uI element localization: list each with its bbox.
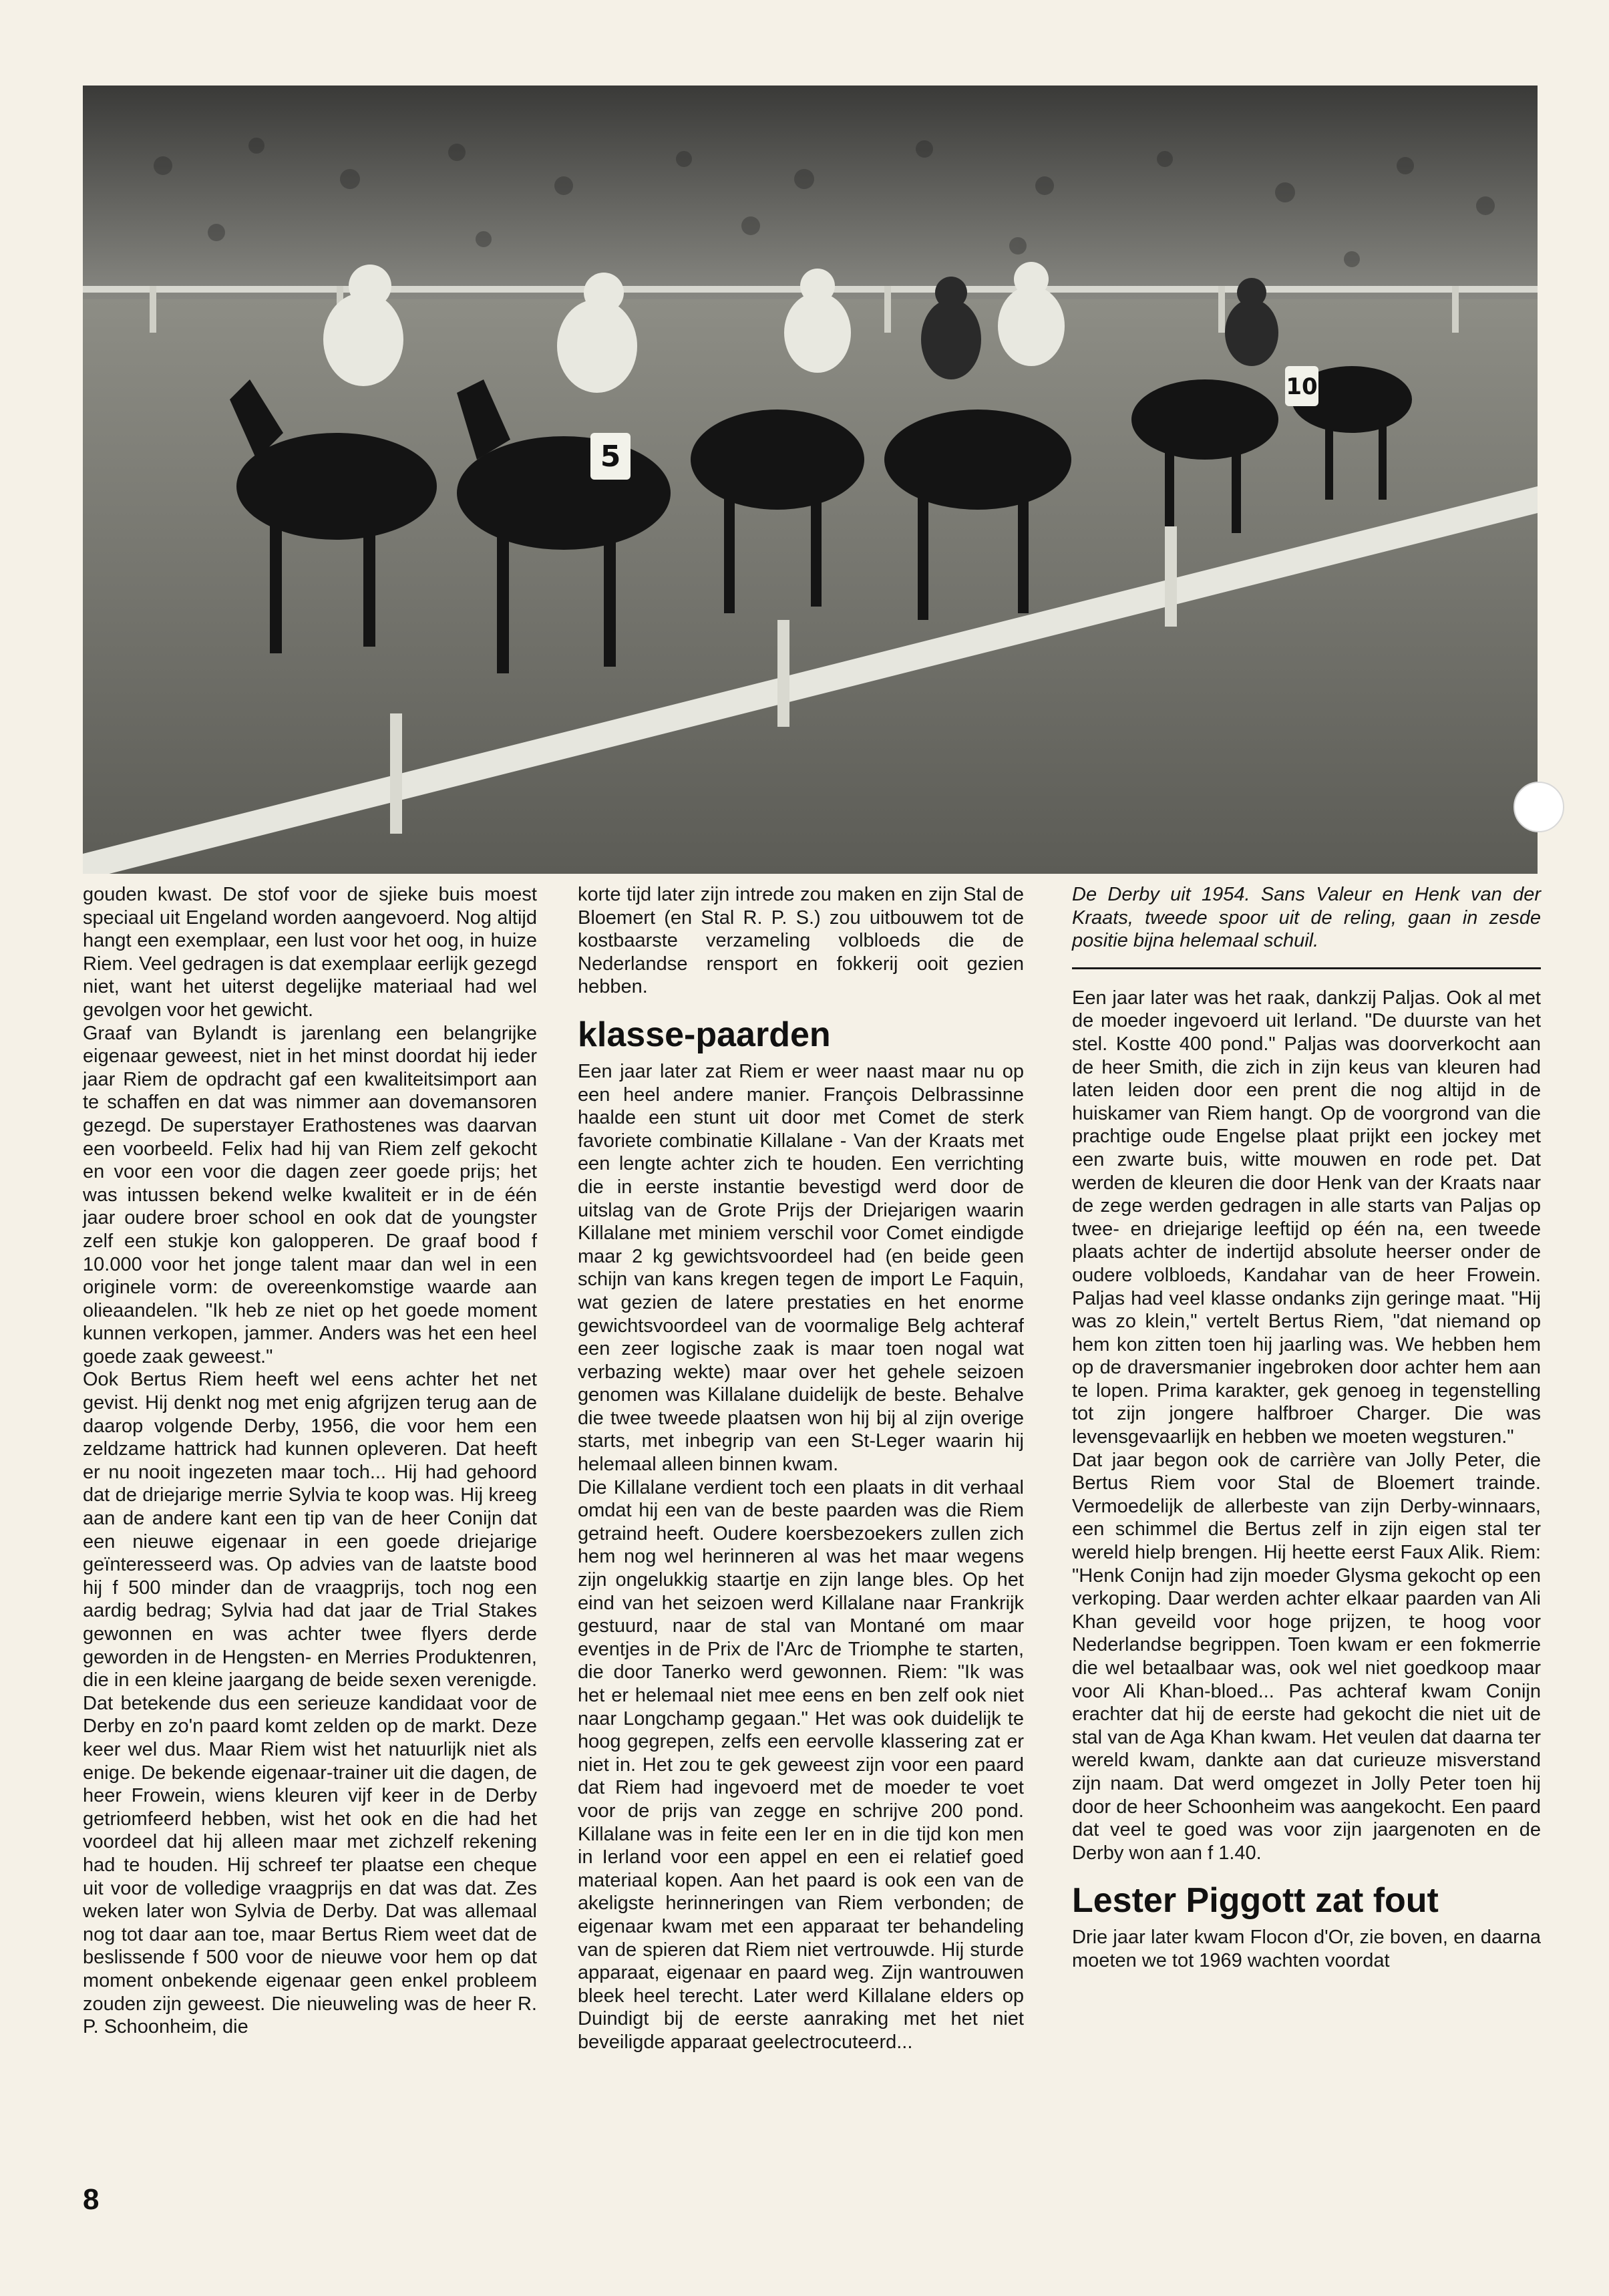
paragraph: korte tijd later zijn intrede zou maken en zijn Stal de Bloemert (en Stal R. P. S.) zou uitbouwem tot de kostbaarste verzameling volbloeds die de Nederlandse rensport en fokkerij ooit gezien hebben.	[578, 884, 1024, 998]
article-column-3	[1072, 883, 1541, 1973]
horse-race-icon	[83, 86, 1538, 874]
paragraph: Drie jaar later kwam Flocon d'Or, zie boven, en daarna moeten we tot 1969 wachten voordat	[1072, 1927, 1541, 1971]
saddle-number-10: 10	[1286, 373, 1318, 400]
paragraph: Dat jaar begon ook de carrière van Jolly Peter, die Bertus Riem voor Stal de Bloemert trainde. Vermoedelijk de allerbeste van zijn Derby-winnaars, een schimmel die Bertus zelf in zijn eigen stal ter wereld hielp brengen. Hij heette eerst Faux Alik. Riem: "Henk Conijn had zijn moeder Glysma gekocht op een verkoping. Daar werden achter elkaar paarden van Ali Khan geveild voor hoge prijzen, te hoog voor Nederlandse begrippen. Toen kwam er een fokmerrie die wel betaalbaar was, ook wel niet goedkoop maar voor Ali Khan-bloed... Pas achteraf kwam Conijn erachter dat hij de eerste had gekocht die niet uit de stal van de Aga Khan kwam. Het veulen dat daarna ter wereld kwam, dankte aan dat curieuze misverstand zijn naam. Dat werd omgezet in Jolly Peter toen hij door de heer Schoonheim was aangekocht. Een paard dat veel te goed was voor zijn jaargenoten en de Derby won aan f 1.40.	[1072, 1449, 1541, 1864]
paragraph: Ook Bertus Riem heeft wel eens achter het net gevist. Hij denkt nog met enig afgrijzen terug aan de daarop volgende Derby, 1956, die voor hem een zeldzame hattrick had kunnen opleveren. Dat heeft er nu nooit ingezeten maar toch... Hij had gehoord dat de driejarige merrie Sylvia te koop was. Hij kreeg aan de andere kant een tip van de heer Conijn dat een nieuwe eigenaar in een goede driejarige geïnteresseerd was. Op advies van de laatste bood hij f 500 minder dan de vraagprijs, toch nog een aardig bedrag; Sylvia had dat jaar de Trial Stakes gewonnen en was achter twee flyers derde geworden in de Hengsten- en Merries Produktenren, die in een kleine jaargang de beide sexen verenigde. Dat betekende dus een serieuze kandidaat voor de Derby en zo'n paard komt zelden op de markt. Deze keer wel dus. Maar Riem wist het natuurlijk niet als enige. De bekende eigenaar-trainer uit die dagen, de heer Frowein, wiens kleuren vijf keer in de Derby getriomfeerd hebben, wist het ook en die had het voordeel dat hij alleen maar met zichzelf rekening had te houden. Hij schreef ter plaatse een cheque uit voor de volledige vraagprijs en dat was dat. Zes weken later won Sylvia de Derby. Dat was allemaal nog tot daar aan toe, maar Bertus Riem weet dat de beslissende f 500 voor de nieuwe voor hem op dat moment onbekende eigenaar geen enkel probleem zouden zijn geweest. Die nieuweling was de heer R. P. Schoonheim, die	[83, 1369, 537, 2038]
paragraph: Een jaar later zat Riem er weer naast maar nu op een heel andere manier. François Delbrassinne haalde een stunt uit door met Comet de sterk favoriete combinatie Killalane - Van der Kraats met een lengte achter zich te houden. Een verrichting die in eerste instantie bevestigd werd door de uitslag van de Grote Prijs der Driejarigen waarin Killalane met miniem verschil voor Comet eindigde maar 2 kg gewichtsvoordeel had (en beide geen schijn van kans kregen tegen de import Le Faquin, wat gezien de latere prestaties en het enorme gewichtsvoordeel van de voormalige Belg achteraf een zeer logische zaak is maar toen nogal wat verbazing wekte) maar over het gehele seizoen genomen was Killalane duidelijk de beste. Behalve die twee tweede plaatsen won hij bij al zijn overige starts, met inbegrip van een St-Leger waarin hij helemaal alleen binnen kwam.	[578, 1060, 1024, 1476]
paragraph: Graaf van Bylandt is jarenlang een belangrijke eigenaar geweest, niet in het minst doordat hij ieder jaar Riem de opdracht gaf een kwaliteitsimport aan te schaffen en dat was nimmer aan dovemansoren gezegd. De superstayer Erathostenes was daarvan een voorbeeld. Felix had hij van Riem zelf gekocht en voor een voor die dagen zeer goede prijs; het was intussen bekend welke kwaliteit er in de één jaar oudere broer school en ook dat de youngster zelf een stukje kon galopperen. De graaf bood f 10.000 voor het jonge talent maar dan wel in een originele vorm: de overeenkomstige waarde aan olieaandelen. "Ik heb ze niet op het goede moment kunnen verkopen, jammer. Anders was het een heel goede zaak geweest."	[83, 1022, 537, 1367]
page-number: 8	[83, 2183, 100, 2216]
paragraph: Die Killalane verdient toch een plaats in dit verhaal omdat hij een van de beste paarden was die Riem getraind heeft. Oudere koersbezoekers zullen zich hem nog wel herinneren al was het maar wegens zijn ongelukkig staartje en zijn lange bles. Op het eind van het seizoen werd Killalane naar Frankrijk gestuurd, naar de stal van Montané om maar eventjes in de Prix de l'Arc de Triomphe te starten, die door Tanerko werd gewonnen. Riem: "Ik was het er helemaal niet mee eens en ben zelf ook niet naar Longchamp gegaan." Het was ook duidelijk te hoog gegrepen, zelfs een eervolle klassering zat er niet in. Het zou te gek geweest zijn voor een paard dat Riem had ingevoerd met de moeder te voet voor de prijs van zegge en schrijve 200 pond. Killalane was in feite een Ier en in die tijd kon men in Ierland voor een appel en een ei relatief goed materiaal kopen. Aan het paard is ook een van de akeligste herinneringen van Riem verbonden; de eigenaar kwam met een apparaat ter behandeling van de spieren dat Riem niet vertrouwde. Hij sturde apparaat, eigenaar en paard weg. Zijn wantrouwen bleek heel terecht. Later werd Killalane elders op Duindigt bij de eerste aanraking met het niet beveiligde apparaat geelectrocuteerd...	[578, 1476, 1024, 2053]
section-heading: Lester Piggott zat fout	[1072, 1881, 1439, 1921]
article-column-1	[83, 883, 537, 2039]
paragraph: Een jaar later was het raak, dankzij Paljas. Ook al met de moeder ingevoerd uit Ierland. "De duurste van het stel. Kostte 400 pond." Paljas was doorverkocht aan de heer Smith, die zich in zijn keus van kleuren had laten leiden door een prent die nog altijd in de huiskamer van Riem hangt. Op de voorgrond van die prachtige oude Engelse plaat prijkt een jockey met een zwarte buis, witte mouwen en rode pet. Dat werden de kleuren die door Henk van der Kraats naar de zege werden gedragen in alle starts van Paljas op twee- en driejarige leeftijd op één na, een tweede plaats achter de indertijd absolute heerser onder de oudere volbloeds, Kandahar van de heer Frowein. Paljas had veel klasse ondanks zijn geringe maat. "Hij was zo klein," vertelt Bertus Riem, "dat niemand op hem kon zitten toen hij jaarling was. We hebben hem op de draversmanier ingebroken door achter hem aan te lopen. Prima karakter, gek genoeg in tegenstelling tot zijn jongere halfbroer Charger. Die was levensgevaarlijk en hebben we moeten wegsturen."	[1072, 987, 1541, 1448]
photo-caption: De Derby uit 1954. Sans Valeur en Henk van der Kraats, tweede spoor uit de reling, gaan in zesde positie bijna helemaal schuil.	[1072, 883, 1541, 969]
saddle-number-5: 5	[600, 440, 621, 474]
punch-hole	[1513, 782, 1564, 832]
paragraph: gouden kwast. De stof voor de sjieke buis moest speciaal uit Engeland worden aangevoerd. Nog altijd hangt een exemplaar, een lust voor het oog, in huize Riem. Veel gedragen is dat exemplaar eerlijk gezegd niet, want het uiterst degelijke materiaal had wel gevolgen voor het gewicht.	[83, 884, 537, 1021]
article-column-2	[578, 883, 1024, 2054]
horse-race-photo	[83, 86, 1538, 874]
section-heading: klasse-paarden	[578, 1015, 831, 1054]
